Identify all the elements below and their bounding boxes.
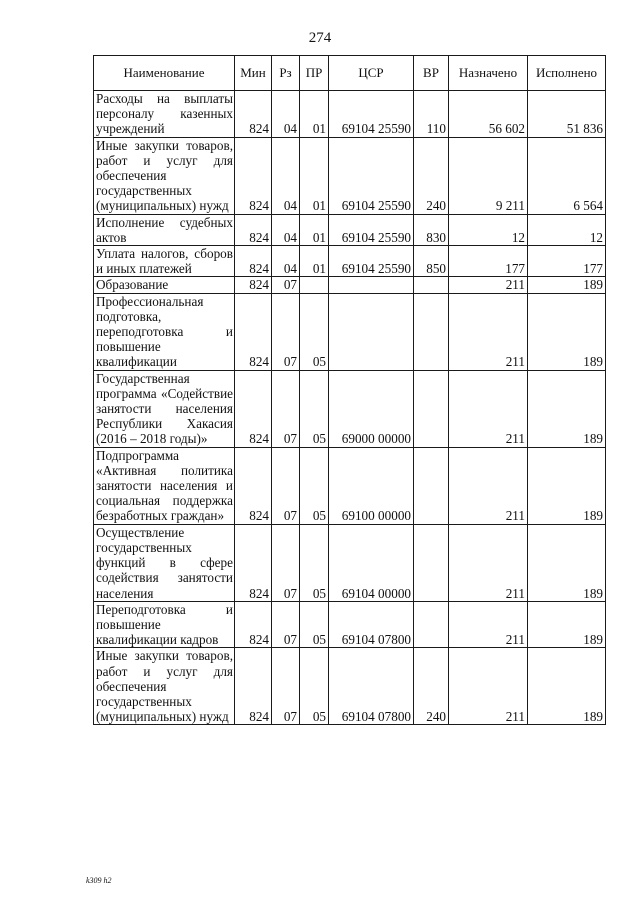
cell-assigned: 211 bbox=[449, 277, 528, 293]
cell-vr: 240 bbox=[414, 648, 449, 725]
cell-name: Профессиональная подготовка, переподготовка и повышение квалификации bbox=[94, 293, 235, 370]
cell-pr: 01 bbox=[300, 137, 329, 214]
cell-min: 824 bbox=[235, 524, 272, 601]
table-row bbox=[94, 246, 606, 277]
cell-name: Исполнение судебных актов bbox=[94, 214, 235, 245]
cell-rz: 04 bbox=[272, 91, 300, 138]
table-body bbox=[94, 91, 606, 725]
table-row bbox=[94, 277, 606, 293]
cell-name: Образование bbox=[94, 277, 235, 293]
cell-csr: 69104 07800 bbox=[329, 648, 414, 725]
table-row bbox=[94, 648, 606, 725]
table-row bbox=[94, 370, 606, 447]
cell-rz: 04 bbox=[272, 137, 300, 214]
cell-executed: 189 bbox=[528, 370, 606, 447]
cell-pr: 01 bbox=[300, 91, 329, 138]
cell-assigned: 211 bbox=[449, 524, 528, 601]
table-row bbox=[94, 293, 606, 370]
header-csr: ЦСР bbox=[329, 56, 414, 91]
cell-executed: 12 bbox=[528, 214, 606, 245]
table-header-row bbox=[94, 56, 606, 91]
cell-rz: 07 bbox=[272, 447, 300, 524]
table-row bbox=[94, 524, 606, 601]
cell-executed: 189 bbox=[528, 524, 606, 601]
cell-min: 824 bbox=[235, 91, 272, 138]
cell-csr: 69104 25590 bbox=[329, 246, 414, 277]
header-rz: Рз bbox=[272, 56, 300, 91]
header-min: Мин bbox=[235, 56, 272, 91]
cell-name: Осуществление государственных функций в сфере содействия занятости населения bbox=[94, 524, 235, 601]
cell-csr: 69104 25590 bbox=[329, 137, 414, 214]
header-assigned: Назначено bbox=[449, 56, 528, 91]
cell-assigned: 12 bbox=[449, 214, 528, 245]
cell-min: 824 bbox=[235, 293, 272, 370]
cell-csr bbox=[329, 293, 414, 370]
table-row bbox=[94, 214, 606, 245]
cell-min: 824 bbox=[235, 137, 272, 214]
cell-rz: 07 bbox=[272, 524, 300, 601]
cell-vr: 830 bbox=[414, 214, 449, 245]
cell-rz: 04 bbox=[272, 214, 300, 245]
cell-assigned: 56 602 bbox=[449, 91, 528, 138]
cell-min: 824 bbox=[235, 214, 272, 245]
cell-vr bbox=[414, 370, 449, 447]
cell-pr: 05 bbox=[300, 601, 329, 648]
cell-rz: 07 bbox=[272, 648, 300, 725]
cell-name: Иные закупки товаров, работ и услуг для обеспечения государственных (муниципальных) нужд bbox=[94, 137, 235, 214]
budget-table bbox=[93, 55, 606, 725]
footer-code: k309 h2 bbox=[86, 876, 112, 885]
cell-vr bbox=[414, 293, 449, 370]
cell-vr: 850 bbox=[414, 246, 449, 277]
cell-pr bbox=[300, 277, 329, 293]
header-name: Наименование bbox=[94, 56, 235, 91]
cell-min: 824 bbox=[235, 601, 272, 648]
cell-vr bbox=[414, 277, 449, 293]
cell-rz: 07 bbox=[272, 370, 300, 447]
cell-min: 824 bbox=[235, 648, 272, 725]
cell-name: Иные закупки товаров, работ и услуг для обеспечения государственных (муниципальных) нужд bbox=[94, 648, 235, 725]
cell-pr: 05 bbox=[300, 370, 329, 447]
cell-csr: 69100 00000 bbox=[329, 447, 414, 524]
table-row bbox=[94, 91, 606, 138]
cell-pr: 01 bbox=[300, 246, 329, 277]
cell-name: Подпрограмма «Активная политика занятости населения и социальная поддержка безработных граждан» bbox=[94, 447, 235, 524]
page-number: 274 bbox=[308, 30, 332, 46]
cell-min: 824 bbox=[235, 246, 272, 277]
cell-assigned: 177 bbox=[449, 246, 528, 277]
cell-vr bbox=[414, 601, 449, 648]
cell-executed: 189 bbox=[528, 447, 606, 524]
cell-min: 824 bbox=[235, 277, 272, 293]
cell-pr: 05 bbox=[300, 293, 329, 370]
cell-assigned: 211 bbox=[449, 601, 528, 648]
cell-rz: 07 bbox=[272, 293, 300, 370]
cell-executed: 51 836 bbox=[528, 91, 606, 138]
cell-csr: 69104 25590 bbox=[329, 91, 414, 138]
cell-rz: 07 bbox=[272, 601, 300, 648]
cell-assigned: 211 bbox=[449, 370, 528, 447]
table-row bbox=[94, 601, 606, 648]
cell-assigned: 9 211 bbox=[449, 137, 528, 214]
cell-pr: 05 bbox=[300, 447, 329, 524]
cell-vr: 110 bbox=[414, 91, 449, 138]
cell-executed: 177 bbox=[528, 246, 606, 277]
cell-assigned: 211 bbox=[449, 447, 528, 524]
cell-pr: 05 bbox=[300, 648, 329, 725]
cell-name: Расходы на выплаты персоналу казенных учреждений bbox=[94, 91, 235, 138]
cell-rz: 04 bbox=[272, 246, 300, 277]
cell-assigned: 211 bbox=[449, 648, 528, 725]
cell-csr: 69104 25590 bbox=[329, 214, 414, 245]
cell-min: 824 bbox=[235, 370, 272, 447]
cell-csr: 69000 00000 bbox=[329, 370, 414, 447]
cell-executed: 189 bbox=[528, 648, 606, 725]
cell-vr: 240 bbox=[414, 137, 449, 214]
header-vr: ВР bbox=[414, 56, 449, 91]
table-row bbox=[94, 447, 606, 524]
cell-executed: 189 bbox=[528, 601, 606, 648]
header-executed: Исполнено bbox=[528, 56, 606, 91]
header-pr: ПР bbox=[300, 56, 329, 91]
cell-vr bbox=[414, 524, 449, 601]
cell-vr bbox=[414, 447, 449, 524]
cell-assigned: 211 bbox=[449, 293, 528, 370]
cell-executed: 6 564 bbox=[528, 137, 606, 214]
cell-name: Переподготовка и повышение квалификации кадров bbox=[94, 601, 235, 648]
table-row bbox=[94, 137, 606, 214]
cell-executed: 189 bbox=[528, 277, 606, 293]
cell-rz: 07 bbox=[272, 277, 300, 293]
cell-name: Государственная программа «Содействие занятости населения Республики Хакасия (2016 – 2018 годы)» bbox=[94, 370, 235, 447]
cell-pr: 01 bbox=[300, 214, 329, 245]
cell-executed: 189 bbox=[528, 293, 606, 370]
cell-csr bbox=[329, 277, 414, 293]
cell-min: 824 bbox=[235, 447, 272, 524]
cell-csr: 69104 00000 bbox=[329, 524, 414, 601]
cell-csr: 69104 07800 bbox=[329, 601, 414, 648]
cell-name: Уплата налогов, сборов и иных платежей bbox=[94, 246, 235, 277]
cell-pr: 05 bbox=[300, 524, 329, 601]
